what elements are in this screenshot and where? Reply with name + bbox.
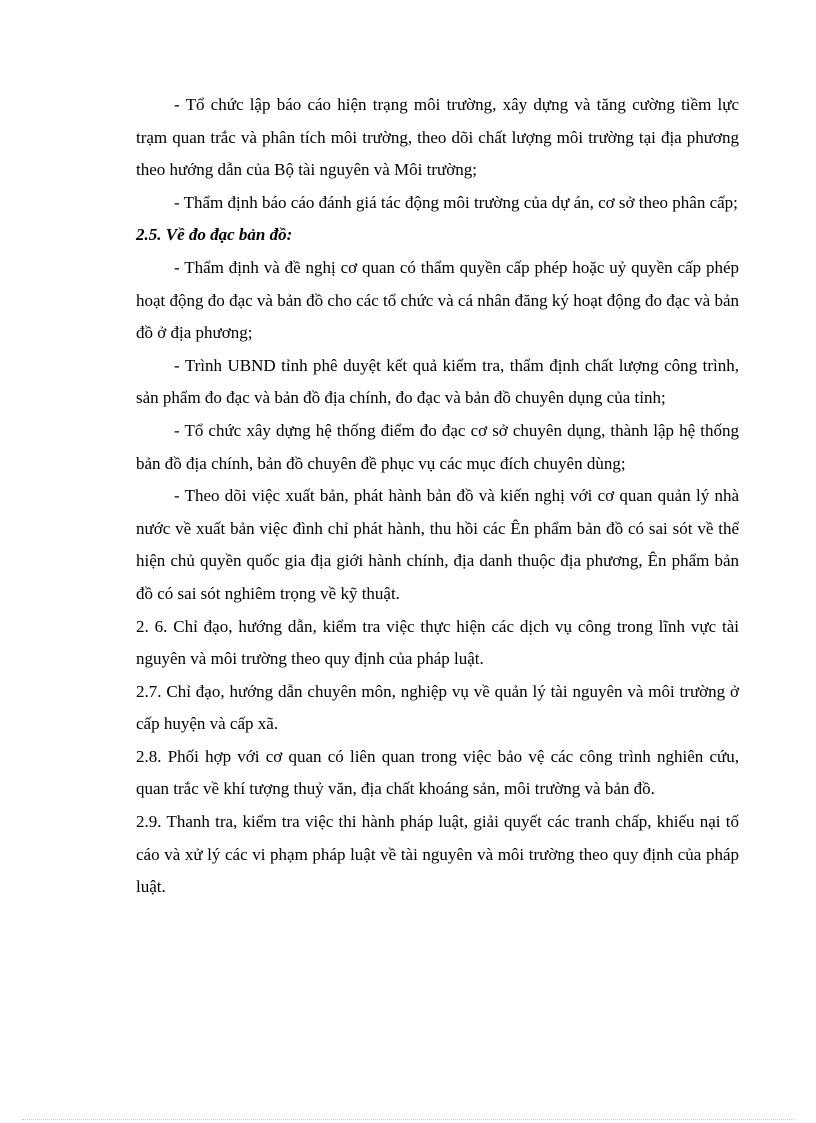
paragraph-impact-assessment: - Thẩm định báo cáo đánh giá tác động môi trường của dự án, cơ sở theo phân cấp; xyxy=(174,192,738,212)
paragraph-section-2-9: 2.9. Thanh tra, kiểm tra việc thi hành pháp luật, giải quyết các tranh chấp, khiếu nại tố cáo và xử lý các vi phạm pháp luật về tài nguyên và môi trường theo quy định của pháp luật. xyxy=(136,812,739,897)
paragraph-section-2-7: 2.7. Chỉ đạo, hướng dẫn chuyên môn, nghiệp vụ về quản lý tài nguyên và môi trường ở cấp huyện và cấp xã. xyxy=(136,681,739,734)
paragraph-quality-approval: - Trình UBND tỉnh phê duyệt kết quả kiểm tra, thẩm định chất lượng công trình, sản phẩm đo đạc và bản đồ địa chính, đo đạc và bản đồ chuyên dụng của tỉnh; xyxy=(136,355,739,408)
paragraph-section-2-6: 2. 6. Chỉ đạo, hướng dẫn, kiểm tra việc thực hiện các dịch vụ công trong lĩnh vực tài nguyên và môi trường theo quy định của pháp luật. xyxy=(136,616,739,669)
page-bottom-divider xyxy=(22,1119,794,1120)
paragraph-surveying-license: - Thẩm định và đề nghị cơ quan có thẩm quyền cấp phép hoặc uỷ quyền cấp phép hoạt động đo đạc và bản đồ cho các tổ chức và cá nhân đăng ký hoạt động đo đạc và bản đồ ở địa phương; xyxy=(136,257,739,343)
document-body xyxy=(136,89,739,904)
paragraph-section-2-8: 2.8. Phối hợp với cơ quan có liên quan trong việc bảo vệ các công trình nghiên cứu, quan trắc về khí tượng thuỷ văn, địa chất khoáng sản, môi trường và bản đồ. xyxy=(136,746,739,799)
paragraph-environment-report: - Tổ chức lập báo cáo hiện trạng môi trường, xây dựng và tăng cường tiềm lực trạm quan trắc và phân tích môi trường, theo dõi chất lượng môi trường tại địa phương theo hướng dẫn của Bộ tài nguyên và Môi trường; xyxy=(136,95,739,180)
paragraph-map-publication: - Theo dõi việc xuất bản, phát hành bản đồ và kiến nghị với cơ quan quản lý nhà nước về xuất bản việc đình chỉ phát hành, thu hồi các Ên phẩm bản đồ có sai sót về thể hiện chủ quyền quốc gia địa giới hành chính, địa danh thuộc địa phương, Ên phẩm bản đồ có sai sót nghiêm trọng về kỹ thuật. xyxy=(136,486,739,603)
paragraph-survey-point-system: - Tổ chức xây dựng hệ thống điểm đo đạc cơ sở chuyên dụng, thành lập hệ thống bản đồ địa chính, bản đồ chuyên đề phục vụ các mục đích chuyên dùng; xyxy=(136,420,739,473)
section-heading-surveying-mapping: 2.5. Về đo đạc bản đồ: xyxy=(136,225,293,245)
